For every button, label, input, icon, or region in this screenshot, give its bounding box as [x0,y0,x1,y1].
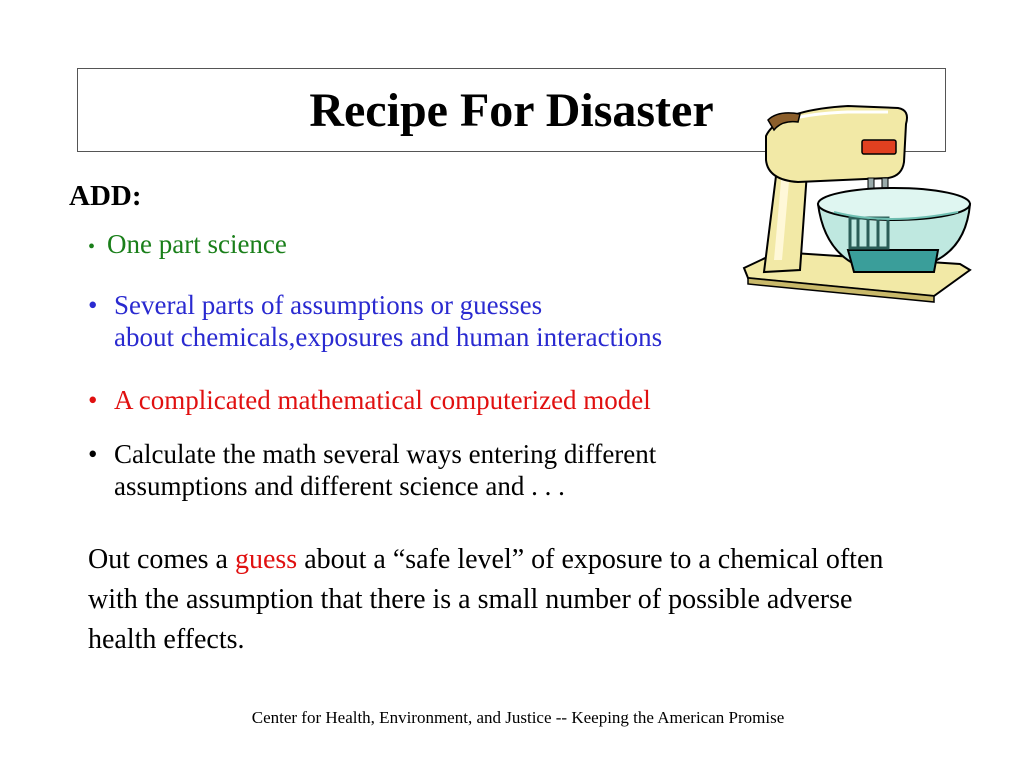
outcome-paragraph [88,540,888,660]
bullet-text-line1: Several parts of assumptions or guesses [114,290,543,320]
bullet-text: A complicated mathematical computerized model [114,385,651,415]
outcome-highlight: guess [234,544,298,575]
stand-mixer-icon [738,100,978,310]
slide-title: Recipe For Disaster [309,83,714,137]
bullet-marker: • [88,439,98,469]
bullet-marker: • [88,236,96,258]
bullet-text-line2: assumptions and different science and . . . [114,471,565,501]
bullet-assumptions [88,289,662,353]
outcome-text-before: Out comes a [88,544,235,575]
bullet-calculate [88,438,656,502]
bullet-text: One part science [107,229,287,259]
bullet-text-line1: Calculate the math several ways entering different [114,439,657,469]
bullet-model [88,384,651,416]
bullet-marker: • [88,290,98,320]
bullet-one-part-science [88,228,287,263]
footer: Center for Health, Environment, and Justice -- Keeping the American Promise [251,708,785,727]
add-label: ADD: [69,180,142,212]
bullet-text-line2: about chemicals,exposures and human interactions [114,322,663,352]
bullet-marker: • [88,385,98,415]
outcome-text-after: about a “safe level” of exposure to a chemical often with the assumption that there is a small number of possible adverse health effects. [88,544,884,655]
